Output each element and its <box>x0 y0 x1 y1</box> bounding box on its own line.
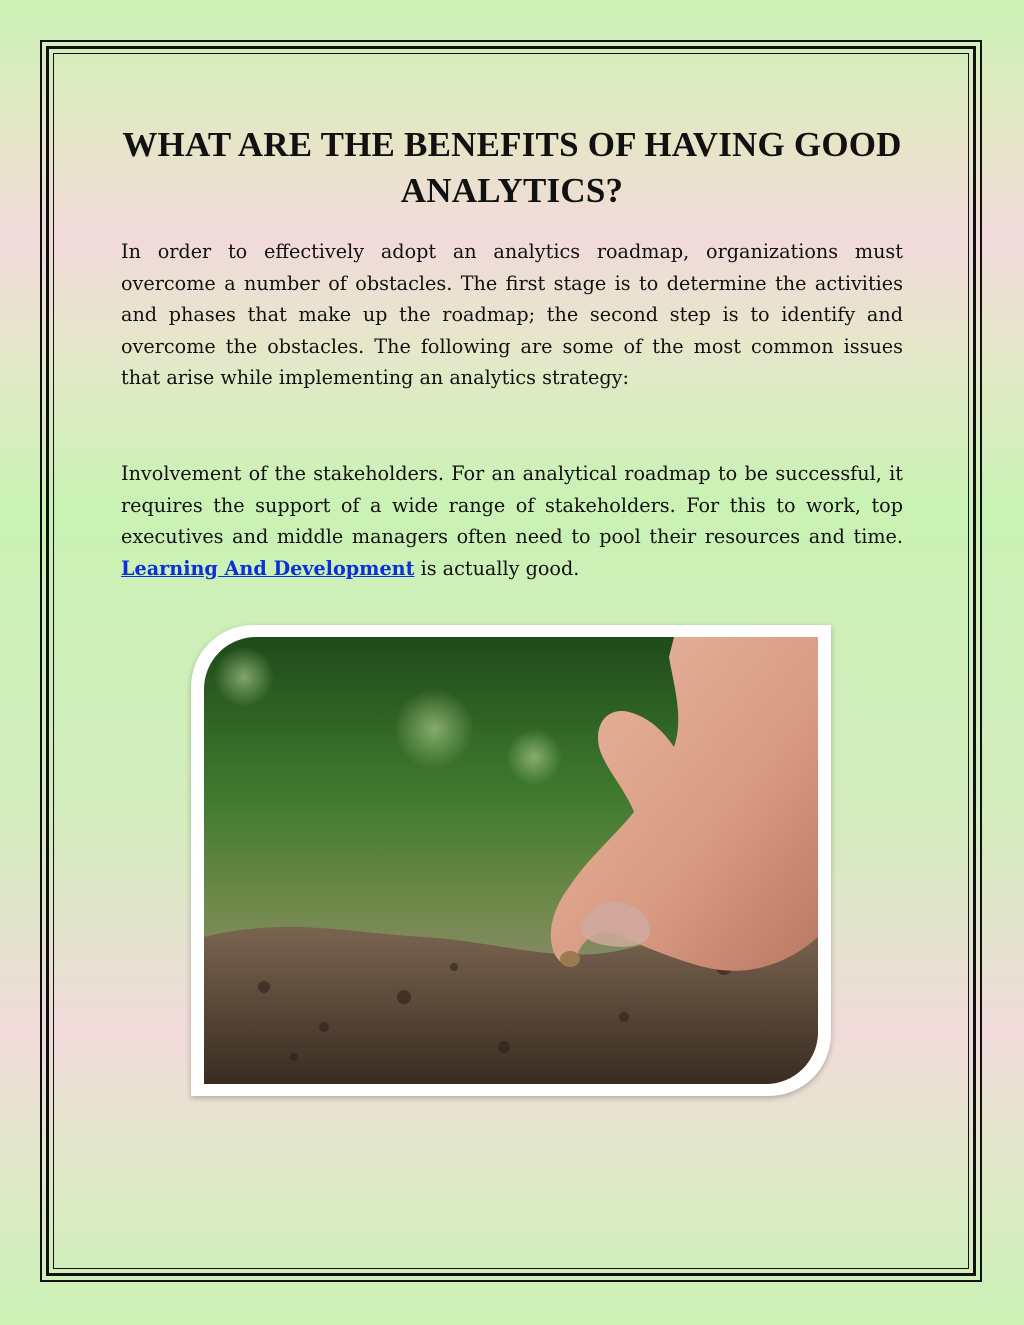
learning-development-link[interactable]: Learning And Development <box>121 556 415 580</box>
stakeholders-text: Involvement of the stakeholders. For an analytical roadmap to be successful, it requires the support of a wide range of stakeholders. For this to work, top executives and middle managers often need to pool their resources and time. <box>121 462 903 548</box>
stakeholders-paragraph <box>121 458 903 584</box>
hand-planting-seed-photo <box>204 637 818 1084</box>
stakeholders-text-end: is actually good. <box>414 556 580 580</box>
seed <box>560 951 580 967</box>
bokeh-light <box>506 729 562 785</box>
bokeh-light <box>214 647 274 707</box>
page-title: WHAT ARE THE BENEFITS OF HAVING GOOD ANALYTICS? <box>122 125 902 210</box>
bokeh-light <box>394 689 474 769</box>
intro-paragraph: In order to effectively adopt an analytics roadmap, organizations must overcome a number of obstacles. The first stage is to determine the activities and phases that make up the roadmap; the second step is to identify and overcome the obstacles. The following are some of the most common issues that arise while implementing an analytics strategy: <box>121 240 903 389</box>
